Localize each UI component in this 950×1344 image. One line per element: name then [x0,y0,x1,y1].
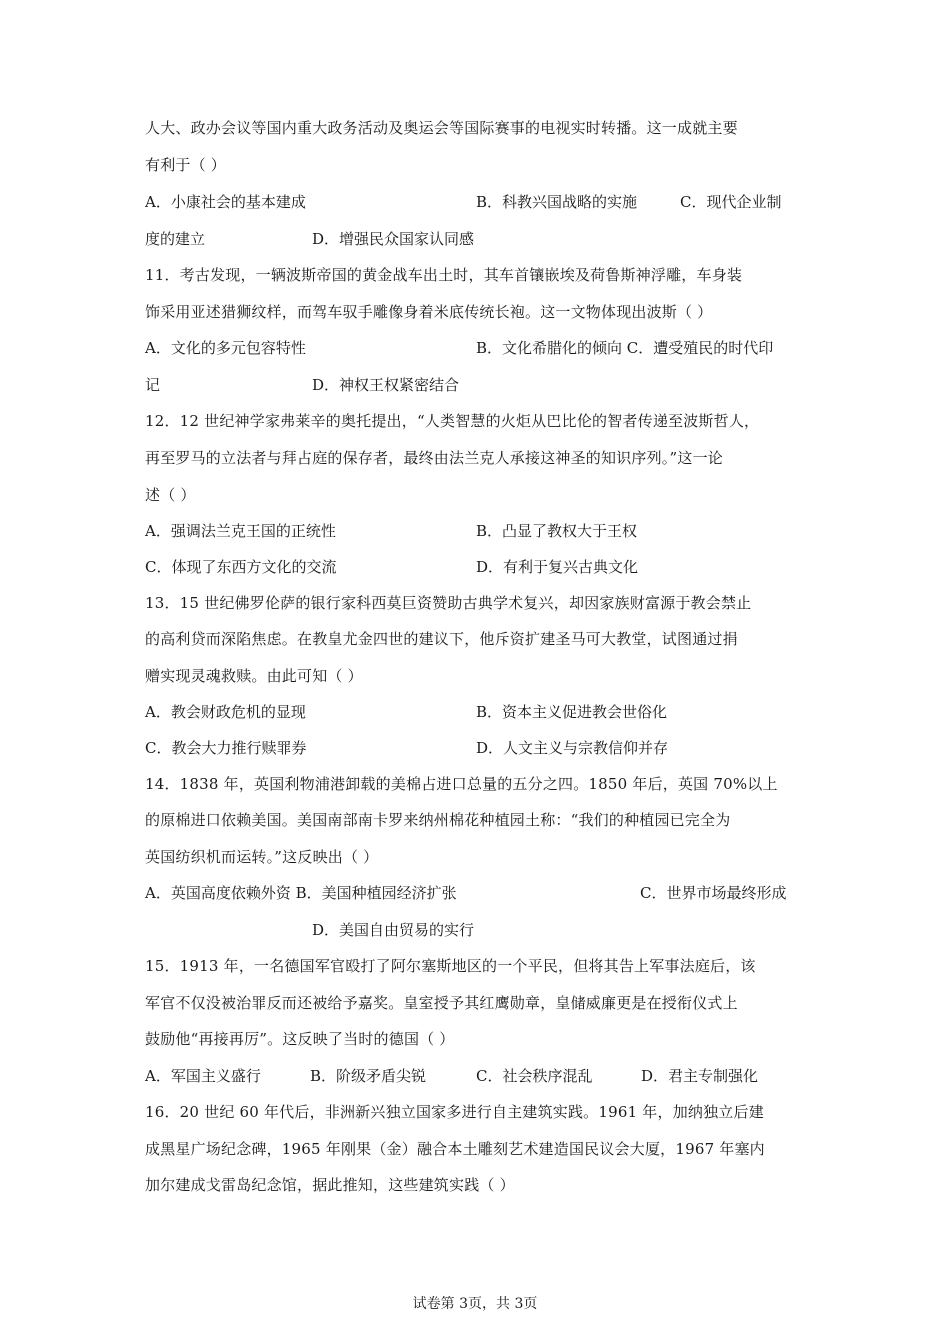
q10-option-b: B．科教兴国战略的实施 [476,193,638,211]
q11-line-2: 饰采用亚述猎狮纹样，而驾车驭手雕像身着米底传统长袍。这一文物体现出波斯（ ） [145,303,713,321]
q14-line-3: 英国纺织机而运转。”这反映出（ ） [145,848,379,866]
q14-option-d: D．美国自由贸易的实行 [312,921,475,939]
q15-option-a: A．军国主义盛行 [145,1067,261,1085]
q13-option-a: A．教会财政危机的显现 [145,703,306,721]
q10-option-d: D．增强民众国家认同感 [312,230,475,248]
q13-option-d: D．人文主义与宗教信仰并存 [476,739,669,757]
q12-option-d: D．有利于复兴古典文化 [476,558,639,576]
q13-option-b: B．资本主义促进教会世俗化 [476,703,668,721]
q10-option-a: A．小康社会的基本建成 [145,193,306,211]
q14-line-2: 的原棉进口依赖美国。美国南部南卡罗来纳州棉花种植园土称：“我们的种植园已完全为 [145,811,731,829]
q10-option-c: C．现代企业制 [680,193,782,211]
q14-line-1: 14．1838 年，英国利物浦港卸载的美棉占进口总量的五分之四。1850 年后，英国 70%以上 [145,775,778,793]
q11-line-1: 11．考古发现，一辆波斯帝国的黄金战车出土时，其车首镶嵌埃及荷鲁斯神浮雕，车身装 [145,266,743,284]
q16-line-2: 成黑星广场纪念碑，1965 年刚果（金）融合本土雕刻艺术建造国民议会大厦，1967 年塞内 [145,1140,765,1158]
q12-option-c: C．体现了东西方文化的交流 [145,558,337,576]
q13-line-2: 的高利贷而深陷焦虑。在教皇尤金四世的建议下，他斥资扩建圣马可大教堂，试图通过捐 [145,630,738,648]
q12-option-a: A．强调法兰克王国的正统性 [145,522,336,540]
q15-line-1: 15．1913 年，一名德国军官殴打了阿尔塞斯地区的一个平民，但将其告上军事法庭后，该 [145,957,756,975]
q16-line-1: 16．20 世纪 60 年代后，非洲新兴独立国家多进行自主建筑实践。1961 年，加纳独立后建 [145,1103,764,1121]
q11-option-c-cont: 记 [145,376,161,394]
q12-line-3: 述（ ） [145,486,196,504]
q15-line-3: 鼓励他“再接再厉”。这反映了当时的德国（ ） [145,1030,455,1048]
q12-line-1: 12．12 世纪神学家弗莱辛的奥托提出，“人类智慧的火炬从巴比伦的智者传递至波斯哲人， [145,412,760,430]
q16-line-3: 加尔建成戈雷岛纪念馆，据此推知，这些建筑实践（ ） [145,1176,515,1194]
q14-option-a-b: A．英国高度依赖外资 B．美国种植园经济扩张 [145,884,457,902]
q15-option-d: D．君主专制强化 [641,1067,759,1085]
q15-option-b: B．阶级矛盾尖锐 [310,1067,427,1085]
q13-option-c: C．教会大力推行赎罪券 [145,739,307,757]
q10-line-1: 人大、政办会议等国内重大政务活动及奥运会等国际赛事的电视实时转播。这一成就主要 [145,119,738,137]
q13-line-3: 赠实现灵魂救赎。由此可知（ ） [145,667,363,685]
q11-option-b-c: B．文化希腊化的倾向 C．遭受殖民的时代印 [476,339,774,357]
q10-option-c-cont: 度的建立 [145,230,206,248]
q11-option-d: D．神权王权紧密结合 [312,376,460,394]
q15-option-c: C．社会秩序混乱 [476,1067,593,1085]
q11-option-a: A．文化的多元包容特性 [145,339,306,357]
page-footer: 试卷第 3页，共 3页 [412,1296,538,1312]
q12-option-b: B．凸显了教权大于王权 [476,522,638,540]
q15-line-2: 军官不仅没被治罪反而还被给予嘉奖。皇室授予其红鹰勋章，皇储威廉更是在授衔仪式上 [145,994,738,1012]
q13-line-1: 13．15 世纪佛罗伦萨的银行家科西莫巨资赞助古典学术复兴，却因家族财富源于教会禁止 [145,594,752,612]
q12-line-2: 再至罗马的立法者与拜占庭的保存者，最终由法兰克人承接这神圣的知识序列。”这一论 [145,449,723,467]
q14-option-c: C．世界市场最终形成 [640,884,787,902]
q10-line-2: 有利于（ ） [145,156,226,174]
